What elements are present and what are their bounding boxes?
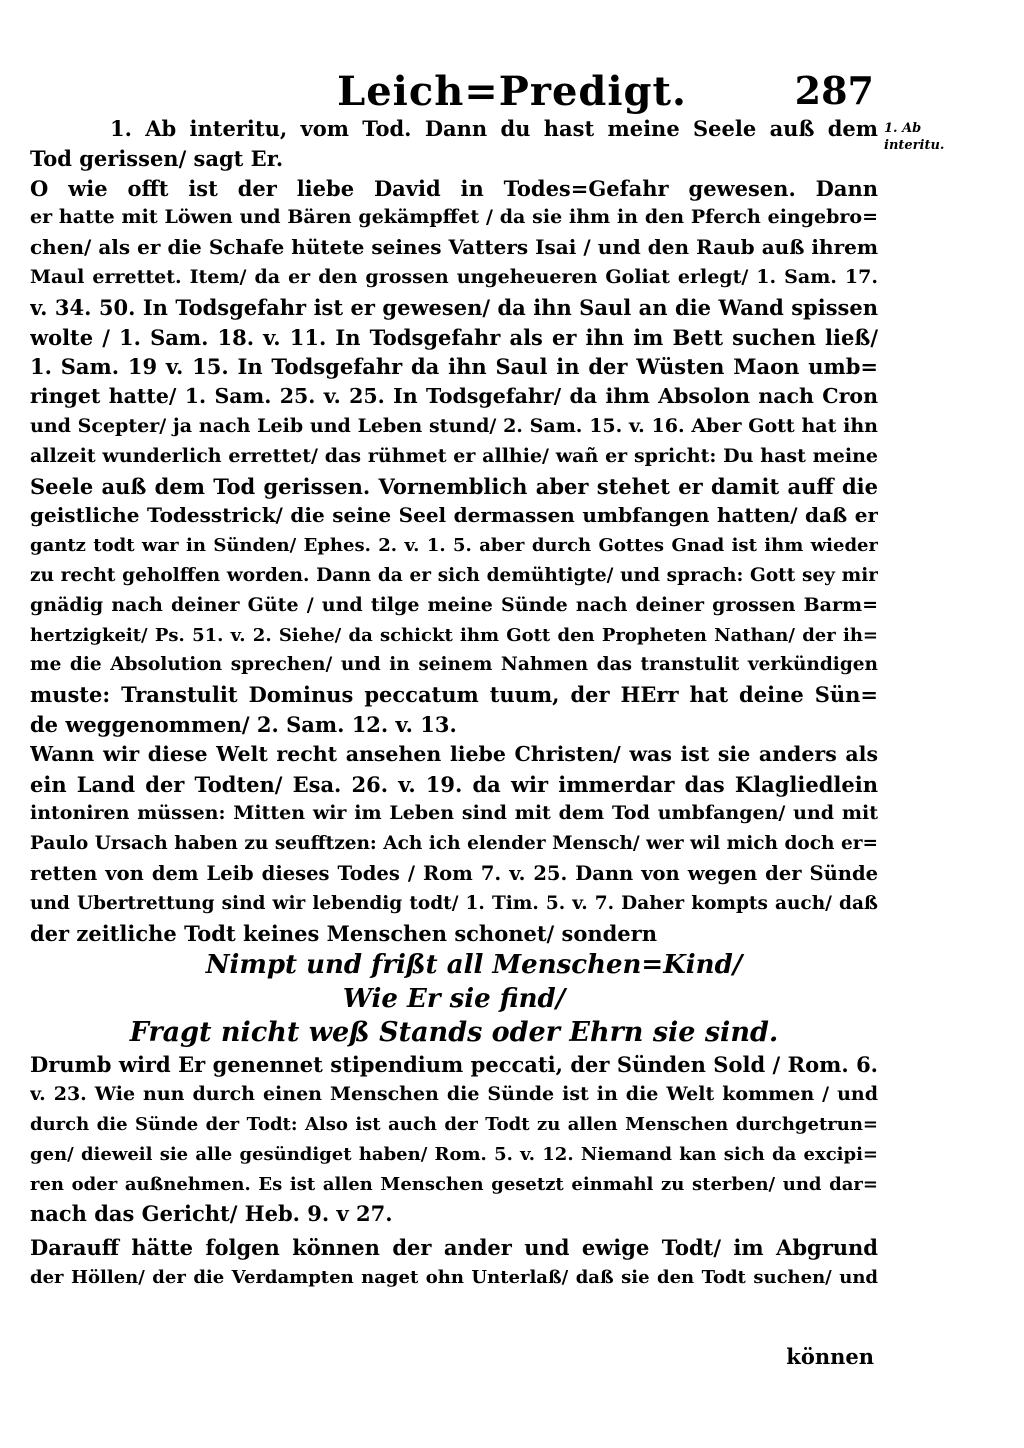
- text-line: und Scepter/ ja nach Leib und Leben stund/ 2. Sam. 15. v. 16. Aber Gott hat ihn: [30, 414, 878, 437]
- text-line: O wie offt ist der liebe David in Todes=Gefahr gewesen. Dann: [30, 175, 878, 201]
- body-text: [30, 114, 878, 1293]
- verse-line: Wie Er sie find/: [342, 984, 566, 1015]
- text-line: gnädig nach deiner Güte / und tilge meine Sünde nach deiner grossen Barm=: [30, 593, 878, 616]
- text-line: v. 34. 50. In Todsgefahr ist er gewesen/ da ihn Saul an die Wand spissen: [30, 294, 878, 320]
- text-line: chen/ als er die Schafe hütete seines Vatters Isai / und den Raub auß ihrem: [30, 235, 878, 260]
- text-line: me die Absolution sprechen/ und in seinem Nahmen das transtulit verkündigen: [30, 654, 878, 676]
- text-line: ein Land der Todten/ Esa. 26. v. 19. da wir immerdar das Klagliedlein: [30, 771, 878, 797]
- text-line: ringet hatte/ 1. Sam. 25. v. 25. In Todsgefahr/ da ihm Absolon nach Cron: [30, 384, 878, 409]
- text-line: der zeitliche Todt keines Menschen schonet/ sondern: [30, 920, 657, 946]
- page-header: [0, 68, 1024, 118]
- page-number: 287: [794, 68, 874, 113]
- text-line: hertzigkeit/ Ps. 51. v. 2. Siehe/ da schickt ihm Gott den Propheten Nathan/ der ih=: [30, 624, 878, 646]
- text-line: Wann wir diese Welt recht ansehen liebe Christen/ was ist sie anders als: [30, 741, 878, 766]
- text-line: der Höllen/ der die Verdampten naget ohn Unterlaß/ daß sie den Todt suchen/ und: [30, 1266, 878, 1288]
- text-line: de weggenommen/ 2. Sam. 12. v. 13.: [30, 711, 457, 737]
- text-line: 1. Ab interitu, vom Tod. Dann du hast meine Seele auß dem: [110, 116, 878, 141]
- text-line: intoniren müssen: Mitten wir im Leben sind mit dem Tod umbfangen/ und mit: [30, 802, 878, 825]
- text-line: retten von dem Leib dieses Todes / Rom 7. v. 25. Dann von wegen der Sünde: [30, 861, 878, 885]
- text-line: nach das Gericht/ Heb. 9. v 27.: [30, 1201, 393, 1227]
- text-line: Tod gerissen/ sagt Er.: [30, 145, 284, 171]
- text-line: Seele auß dem Tod gerissen. Vornemblich aber stehet er damit auff die: [30, 473, 878, 499]
- text-line: und Ubertrettung sind wir lebendig todt/ 1. Tim. 5. v. 7. Daher kompts auch/ daß: [30, 892, 878, 914]
- text-line: durch die Sünde der Todt: Also ist auch der Todt zu allen Menschen durchgetrun=: [30, 1113, 878, 1135]
- text-line: zu recht geholffen worden. Dann da er sich demühtigte/ und sprach: Gott sey mir: [30, 564, 878, 586]
- text-line: Paulo Ursach haben zu seufftzen: Ach ich elender Mensch/ wer wil mich doch er=: [30, 833, 878, 855]
- text-line: ren oder außnehmen. Es ist allen Menschen gesetzt einmahl zu sterben/ und dar=: [30, 1173, 878, 1195]
- text-line: gen/ dieweil sie alle gesündiget haben/ Rom. 5. v. 12. Niemand kan sich da excipi=: [30, 1143, 878, 1165]
- text-line: Darauff hätte folgen können der ander und ewige Todt/ im Abgrund: [30, 1235, 878, 1261]
- verse-line: Nimpt und frißt all Menschen=Kind/: [205, 950, 743, 981]
- text-line: Drumb wird Er genennet stipendium peccati, der Sünden Sold / Rom. 6.: [30, 1052, 878, 1078]
- text-line: geistliche Todesstrick/ die seine Seel dermassen umbfangen hatten/ daß er: [30, 503, 878, 528]
- margin-note: 1. Ab interitu.: [884, 121, 945, 153]
- text-line: er hatte mit Löwen und Bären gekämpffet / da sie ihm in den Pferch eingebro=: [30, 206, 878, 229]
- text-line: Maul errettet. Item/ da er den grossen ungeheueren Goliat erlegt/ 1. Sam. 17.: [30, 265, 878, 288]
- verse-line: Fragt nicht weß Stands oder Ehrn sie sind.: [129, 1017, 779, 1049]
- running-head: Leich=Predigt.: [337, 68, 687, 115]
- text-line: allzeit wunderlich errettet/ das rühmet er allhie/ wañ er spricht: Du hast meine: [30, 444, 878, 467]
- text-line: wolte / 1. Sam. 18. v. 11. In Todsgefahr als er ihn im Bett suchen ließ/: [30, 324, 878, 350]
- text-line: 1. Sam. 19 v. 15. In Todsgefahr da ihn Saul in der Wüsten Maon umb=: [30, 354, 878, 380]
- text-line: muste: Transtulit Dominus peccatum tuum, der HErr hat deine Sün=: [30, 682, 878, 708]
- catchword: können: [786, 1344, 874, 1369]
- text-line: v. 23. Wie nun durch einen Menschen die Sünde ist in die Welt kommen / und: [30, 1083, 878, 1106]
- text-line: gantz todt war in Sünden/ Ephes. 2. v. 1. 5. aber durch Gottes Gnad ist ihm wieder: [30, 535, 878, 557]
